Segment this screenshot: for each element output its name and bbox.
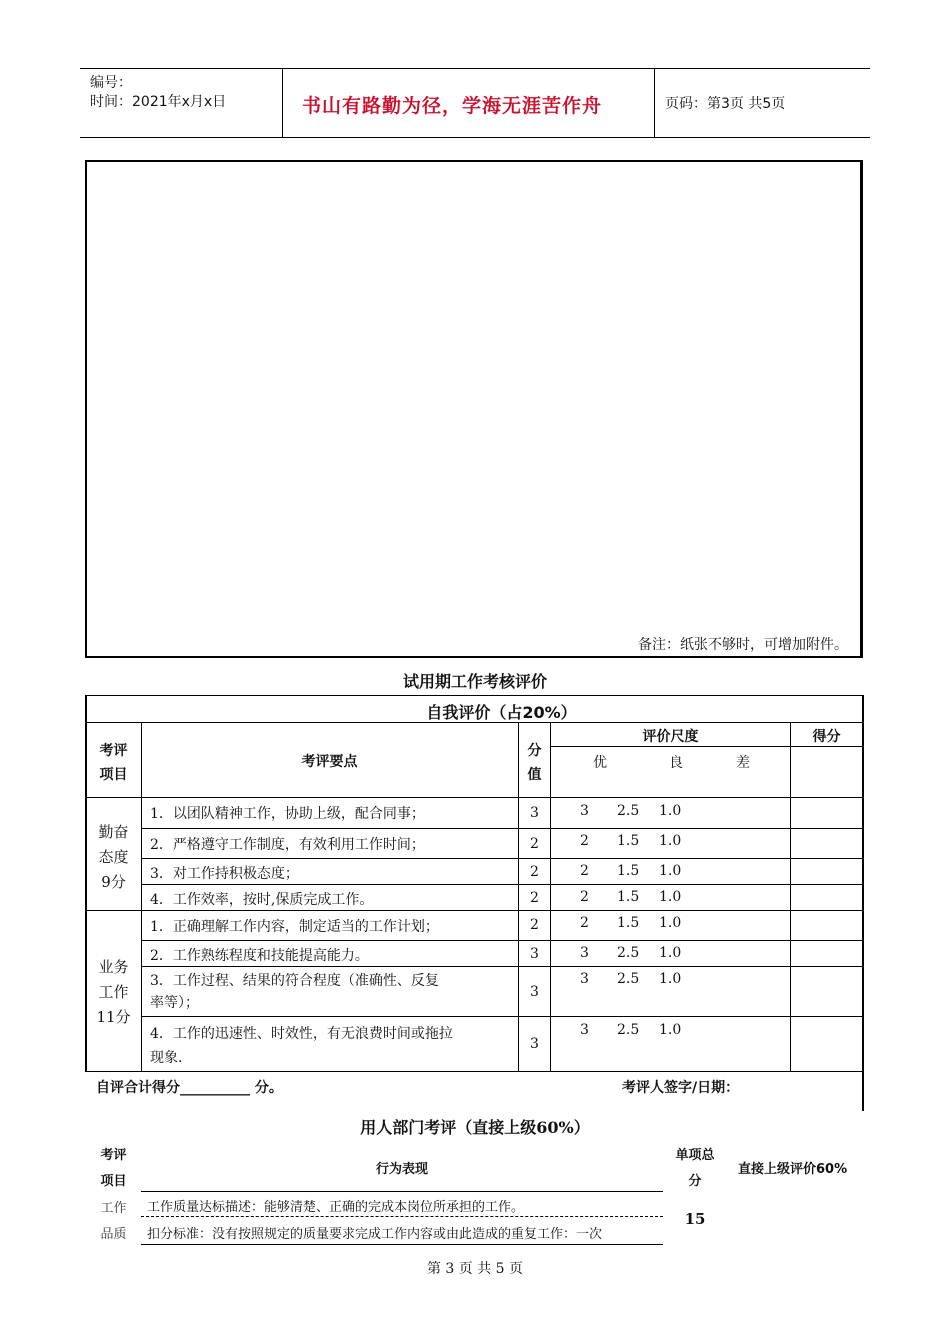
criterion-score: 2 (530, 864, 539, 880)
dept-eval-title: 用人部门考评（直接上级60%） (360, 1118, 590, 1137)
criterion-score: 3 (530, 946, 539, 962)
box-note: 备注：纸张不够时，可增加附件。 (638, 637, 848, 653)
scale-level-good: 良 (669, 755, 683, 771)
quality-total-score: 15 (684, 1210, 706, 1228)
scale-value: 1.0 (659, 833, 682, 849)
scale-value: 1.5 (617, 863, 640, 879)
page-number-label: 页码：第3页 共5页 (665, 96, 786, 112)
criterion-score: 2 (530, 836, 539, 852)
form-title: 试用期工作考核评价 (402, 672, 547, 691)
serial-label: 编号： (90, 75, 132, 91)
col-header-item: 考评 项目 (99, 743, 128, 783)
scale-value: 3 (580, 803, 589, 819)
scale-value: 2.5 (617, 971, 640, 987)
criterion-text: 1．以团队精神工作，协助上级，配合同事； (150, 806, 425, 822)
scale-value: 1.5 (617, 889, 640, 905)
dept-item-quality: 工作 品质 (100, 1201, 127, 1242)
scale-value: 2 (580, 833, 589, 849)
scale-value: 3 (580, 971, 589, 987)
scale-value: 1.0 (659, 1022, 682, 1038)
quality-description: 工作质量达标描述：能够清楚、正确的完成本岗位所承担的工作。 (147, 1200, 525, 1215)
signer-label: 考评人签字/日期： (622, 1080, 740, 1096)
col-header-result: 得分 (812, 729, 841, 745)
scale-value: 2 (580, 915, 589, 931)
scale-value: 1.0 (659, 803, 682, 819)
header-motto: 书山有路勤为径，学海无涯苦作舟 (302, 95, 603, 117)
dept-col-total: 单项总 分 (675, 1148, 715, 1189)
col-header-scale: 评价尺度 (642, 729, 699, 745)
self-eval-title: 自我评价（占20%） (426, 703, 577, 722)
scale-value: 2.5 (617, 945, 640, 961)
scale-value: 1.0 (659, 863, 682, 879)
criterion-text: 3．对工作持积极态度； (150, 866, 299, 882)
blank-writing-box (85, 160, 863, 658)
scale-value: 1.0 (659, 889, 682, 905)
header-divider (282, 69, 283, 137)
deduction-standard: 扣分标准：没有按照规定的质量要求完成工作内容或由此造成的重复工作：一次 (147, 1227, 603, 1242)
criterion-score: 3 (530, 1036, 539, 1052)
scale-value: 2.5 (617, 803, 640, 819)
criterion-text: 4．工作的迅速性、时效性，有无浪费时间或拖拉 现象. (150, 1026, 453, 1066)
criterion-score: 2 (530, 917, 539, 933)
scale-value: 1.0 (659, 971, 682, 987)
scale-value: 1.5 (617, 833, 640, 849)
col-header-score: 分 值 (527, 743, 542, 783)
dept-col-item: 考评 项目 (100, 1148, 127, 1189)
criterion-score: 2 (530, 890, 539, 906)
self-total-label: 自评合计得分__________ 分。 (96, 1080, 283, 1096)
time-label: 时间：2021年x月x日 (90, 94, 227, 110)
group-label-diligence: 勤奋 态度 9分 (98, 823, 129, 891)
page-header (80, 68, 870, 138)
scale-value: 2.5 (617, 1022, 640, 1038)
scale-value: 2 (580, 863, 589, 879)
scale-level-poor: 差 (736, 755, 750, 771)
header-divider (654, 69, 655, 137)
scale-level-excellent: 优 (593, 755, 607, 771)
criterion-score: 3 (530, 984, 539, 1000)
col-header-points: 考评要点 (301, 754, 358, 770)
criterion-text: 3．工作过程、结果的符合程度（准确性、反复 率等）； (150, 973, 439, 1011)
page-footer: 第 3 页 共 5 页 (426, 1261, 524, 1277)
scale-value: 3 (580, 945, 589, 961)
scale-value: 2 (580, 889, 589, 905)
scale-value: 3 (580, 1022, 589, 1038)
scale-value: 1.0 (659, 945, 682, 961)
criterion-text: 1．正确理解工作内容，制定适当的工作计划； (150, 919, 439, 935)
scale-value: 1.5 (617, 915, 640, 931)
criterion-text: 4．工作效率，按时,保质完成工作。 (150, 892, 374, 908)
criterion-score: 3 (530, 805, 539, 821)
criterion-text: 2．严格遵守工作制度，有效利用工作时间； (150, 837, 425, 853)
scale-value: 1.0 (659, 915, 682, 931)
dept-col-behavior: 行为表现 (375, 1162, 428, 1177)
criterion-text: 2．工作熟练程度和技能提高能力。 (150, 948, 369, 964)
dept-col-manager: 直接上级评价60% (738, 1162, 848, 1177)
group-label-business: 业务 工作 11分 (96, 958, 131, 1026)
